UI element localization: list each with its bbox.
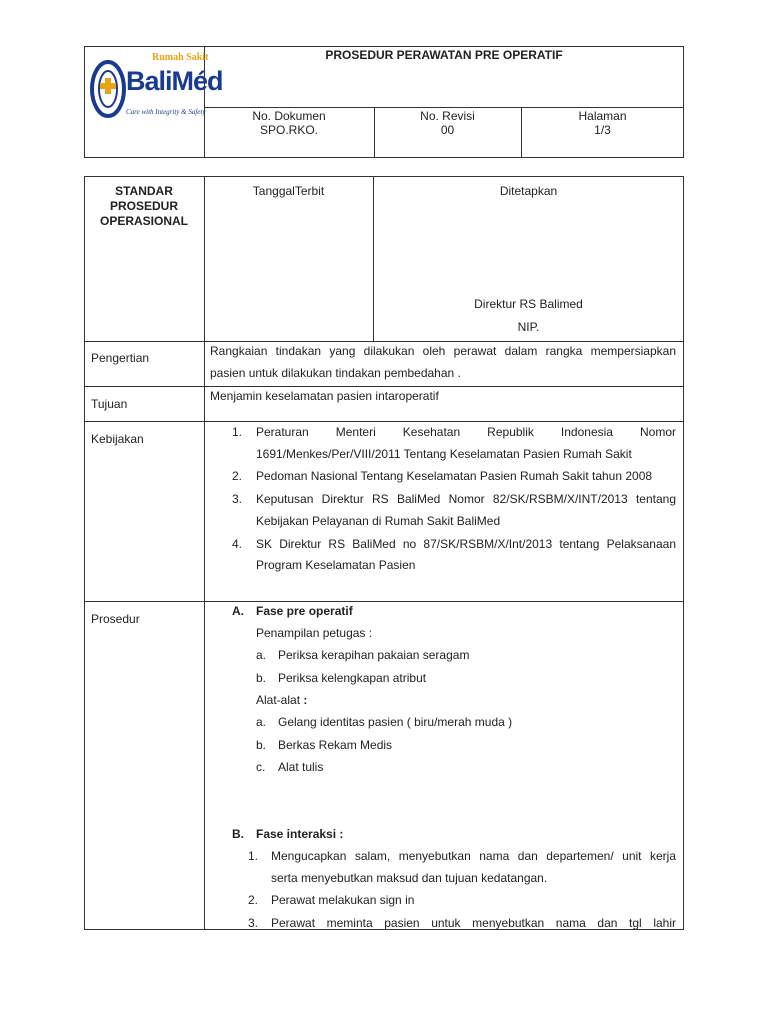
section-b-title: Fase interaksi : xyxy=(256,827,344,841)
list-number: 1. xyxy=(232,425,243,439)
kebijakan-item-text: 1691/Menkes/Per/VIII/2011 Tentang Keselamatan Pasien Rumah Sakit xyxy=(256,447,632,461)
row-divider xyxy=(84,601,684,602)
list-number: 1. xyxy=(248,849,259,863)
kebijakan-label: Kebijakan xyxy=(91,432,144,446)
approved-label: Ditetapkan xyxy=(499,184,558,198)
interaksi-item-text: Perawat meminta pasien untuk menyebutkan nama dan tgl lahir xyxy=(271,916,676,930)
row-divider xyxy=(84,421,684,422)
alat-heading xyxy=(256,693,307,707)
doc-number-label: No. Dokumen xyxy=(252,109,326,123)
row-divider xyxy=(84,386,684,387)
document-title: PROSEDUR PERAWATAN PRE OPERATIF xyxy=(325,48,563,62)
sub-letter: a. xyxy=(256,715,267,729)
pengertian-label: Pengertian xyxy=(91,351,150,365)
sub-letter: b. xyxy=(256,671,267,685)
list-number: 4. xyxy=(232,537,243,551)
kebijakan-item-text: SK Direktur RS BaliMed no 87/SK/RSBM/X/Int/2013 tentang Pelaksanaan xyxy=(256,537,676,551)
alat-heading-text: Alat-alat xyxy=(256,693,301,707)
main-table xyxy=(84,176,684,930)
sop-label-line2: PROSEDUR xyxy=(109,199,178,213)
revision-value: 00 xyxy=(440,123,455,137)
column-divider xyxy=(204,176,205,930)
sub-item-text: Alat tulis xyxy=(278,760,324,774)
interaksi-item-text: Perawat melakukan sign in xyxy=(271,893,415,907)
list-number: 2. xyxy=(248,893,259,907)
logo-brand-name: BaliMéd xyxy=(126,66,223,96)
doc-number-value: SPO.RKO. xyxy=(259,123,318,137)
alat-heading-colon: : xyxy=(303,693,308,707)
director-nip: NIP. xyxy=(517,320,540,334)
issued-date-label: TanggalTerbit xyxy=(252,184,325,198)
list-number: 3. xyxy=(248,916,259,930)
logo-top-text: Rumah Sakit xyxy=(152,52,209,63)
penampilan-heading: Penampilan petugas : xyxy=(256,626,373,640)
revision-label: No. Revisi xyxy=(420,109,475,123)
prosedur-label: Prosedur xyxy=(91,612,140,626)
sub-item-text: Periksa kelengkapan atribut xyxy=(278,671,427,685)
page-value: 1/3 xyxy=(594,123,611,137)
list-number: 2. xyxy=(232,469,243,483)
sub-letter: c. xyxy=(256,760,266,774)
tujuan-text: Menjamin keselamatan pasien intaroperatif xyxy=(210,389,439,403)
header-divider xyxy=(204,107,684,108)
row-divider xyxy=(84,341,684,342)
kebijakan-item-text: Keputusan Direktur RS BaliMed Nomor 82/SK/RSBM/X/INT/2013 tentang xyxy=(256,492,676,506)
column-divider xyxy=(373,176,374,342)
sub-letter: a. xyxy=(256,648,267,662)
page-label: Halaman xyxy=(578,109,627,123)
section-a-title: Fase pre operatif xyxy=(256,604,353,618)
logo-tagline: Care with Integrity & Safety xyxy=(126,108,206,116)
kebijakan-item-text: Peraturan Menteri Kesehatan Republik Indonesia Nomor xyxy=(256,425,676,439)
pengertian-text-line1: Rangkaian tindakan yang dilakukan oleh perawat dalam rangka mempersiapkan xyxy=(210,344,676,358)
director-name: Direktur RS Balimed xyxy=(474,297,583,311)
interaksi-item-text: serta menyebutkan maksud dan tujuan kedatangan. xyxy=(271,871,548,885)
section-letter: B. xyxy=(232,827,244,841)
sub-letter: b. xyxy=(256,738,267,752)
sub-item-text: Berkas Rekam Medis xyxy=(278,738,393,752)
interaksi-item-text: Mengucapkan salam, menyebutkan nama dan departemen/ unit kerja xyxy=(271,849,676,863)
kebijakan-item-text: Program Keselamatan Pasien xyxy=(256,558,416,572)
tujuan-label: Tujuan xyxy=(91,397,128,411)
sub-item-text: Gelang identitas pasien ( biru/merah muda ) xyxy=(278,715,513,729)
pengertian-text-line2: pasien untuk dilakukan tindakan pembedahan . xyxy=(210,366,461,380)
sop-label-line3: OPERASIONAL xyxy=(99,214,188,228)
sop-label-line1: STANDAR xyxy=(115,184,173,198)
sub-item-text: Periksa kerapihan pakaian seragam xyxy=(278,648,470,662)
list-number: 3. xyxy=(232,492,243,506)
hospital-logo xyxy=(86,48,223,128)
kebijakan-item-text: Pedoman Nasional Tentang Keselamatan Pasien Rumah Sakit tahun 2008 xyxy=(256,469,653,483)
kebijakan-item-text: Kebijakan Pelayanan di Rumah Sakit BaliMed xyxy=(256,514,501,528)
section-letter: A. xyxy=(232,604,244,618)
